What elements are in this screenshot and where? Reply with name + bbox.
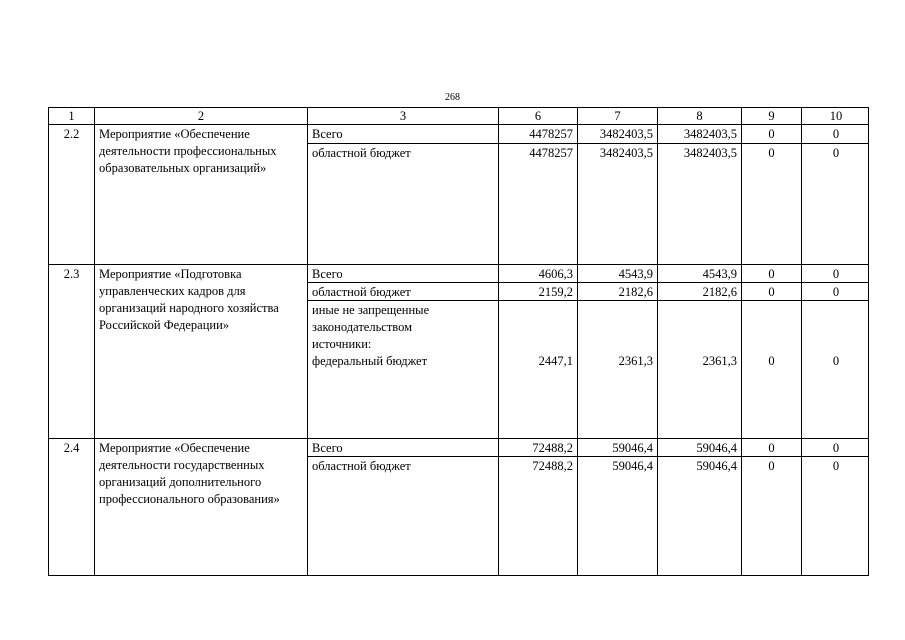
row-2-2-total-col8: 3482403,5	[683, 127, 737, 141]
row-2-3-name: Мероприятие «Подготовка управленческих кадров для организаций народного хозяйства Российской Федерации»	[99, 267, 279, 332]
row-2-4-name: Мероприятие «Обеспечение деятельности государственных организаций дополнительного профессионального образования»	[99, 441, 280, 506]
row-2-3-federal-col10: 0	[832, 354, 840, 368]
page-number: 268	[445, 92, 460, 103]
row-2-3-source-total: Всего	[312, 267, 343, 281]
row-2-3-source-other-3: источники:	[312, 337, 372, 351]
row-2-4-regional-col9: 0	[768, 459, 775, 473]
row-2-3-federal-col7: 2361,3	[618, 354, 653, 368]
row-2-3-source-federal: федеральный бюджет	[312, 354, 428, 368]
row-2-2-number: 2.2	[63, 127, 80, 141]
row-2-4-regional-col10: 0	[832, 459, 840, 473]
row-2-3-regional-col8: 2182,6	[702, 285, 737, 299]
row-2-3-regional-col6: 2159,2	[538, 285, 573, 299]
row-2-2-source-total: Всего	[312, 127, 343, 141]
budget-table	[48, 107, 869, 576]
row-2-3-source-other-2: законодательством	[312, 320, 413, 334]
row-2-4-total-col6: 72488,2	[532, 441, 573, 455]
row-2-2-source-regional: областной бюджет	[312, 146, 411, 160]
row-2-2-total-col10: 0	[832, 127, 840, 141]
row-2-4-source-total: Всего	[312, 441, 343, 455]
row-2-4-total-col9: 0	[768, 441, 775, 455]
row-2-2-regional-col8: 3482403,5	[683, 146, 737, 160]
header-col-6: 6	[534, 109, 542, 123]
row-2-3-total-col8: 4543,9	[702, 267, 737, 281]
header-col-1: 1	[68, 109, 75, 123]
row-2-2-name: Мероприятие «Обеспечение деятельности профессиональных образовательных организаций»	[99, 127, 277, 175]
row-2-3-number: 2.3	[63, 267, 80, 281]
row-2-3-total-col9: 0	[768, 267, 775, 281]
row-2-3-federal-col8: 2361,3	[702, 354, 737, 368]
row-2-4-total-col10: 0	[832, 441, 840, 455]
row-2-4-total-col8: 59046,4	[696, 441, 737, 455]
row-2-2-total-col6: 4478257	[529, 127, 573, 141]
row-2-4-total-col7: 59046,4	[612, 441, 653, 455]
row-2-3-total-col7: 4543,9	[618, 267, 653, 281]
header-col-9: 9	[768, 109, 775, 123]
row-2-3-regional-col10: 0	[832, 285, 840, 299]
row-2-4-number: 2.4	[63, 441, 80, 455]
row-2-3-source-regional: областной бюджет	[312, 285, 411, 299]
row-2-2-regional-col7: 3482403,5	[599, 146, 653, 160]
row-2-2-total-col9: 0	[768, 127, 775, 141]
header-col-7: 7	[614, 109, 621, 123]
header-col-2: 2	[197, 109, 205, 123]
header-col-3: 3	[399, 109, 407, 123]
row-2-2-regional-col6: 4478257	[529, 146, 573, 160]
row-2-2-regional-col10: 0	[832, 146, 840, 160]
row-2-3-total-col10: 0	[832, 267, 840, 281]
row-2-3-total-col6: 4606,3	[538, 267, 573, 281]
row-2-4-source-regional: областной бюджет	[312, 459, 411, 473]
row-2-4-regional-col6: 72488,2	[532, 459, 573, 473]
header-col-10: 10	[829, 109, 843, 123]
row-2-3-federal-col6: 2447,1	[538, 354, 573, 368]
row-2-4-regional-col7: 59046,4	[612, 459, 653, 473]
header-col-8: 8	[696, 109, 703, 123]
row-2-3-federal-col9: 0	[768, 354, 775, 368]
row-2-2-regional-col9: 0	[768, 146, 775, 160]
row-2-3-source-other-1: иные не запрещенные	[312, 303, 430, 317]
row-2-3-regional-col9: 0	[768, 285, 775, 299]
row-2-2-total-col7: 3482403,5	[599, 127, 653, 141]
row-2-3-regional-col7: 2182,6	[618, 285, 653, 299]
row-2-4-regional-col8: 59046,4	[696, 459, 737, 473]
